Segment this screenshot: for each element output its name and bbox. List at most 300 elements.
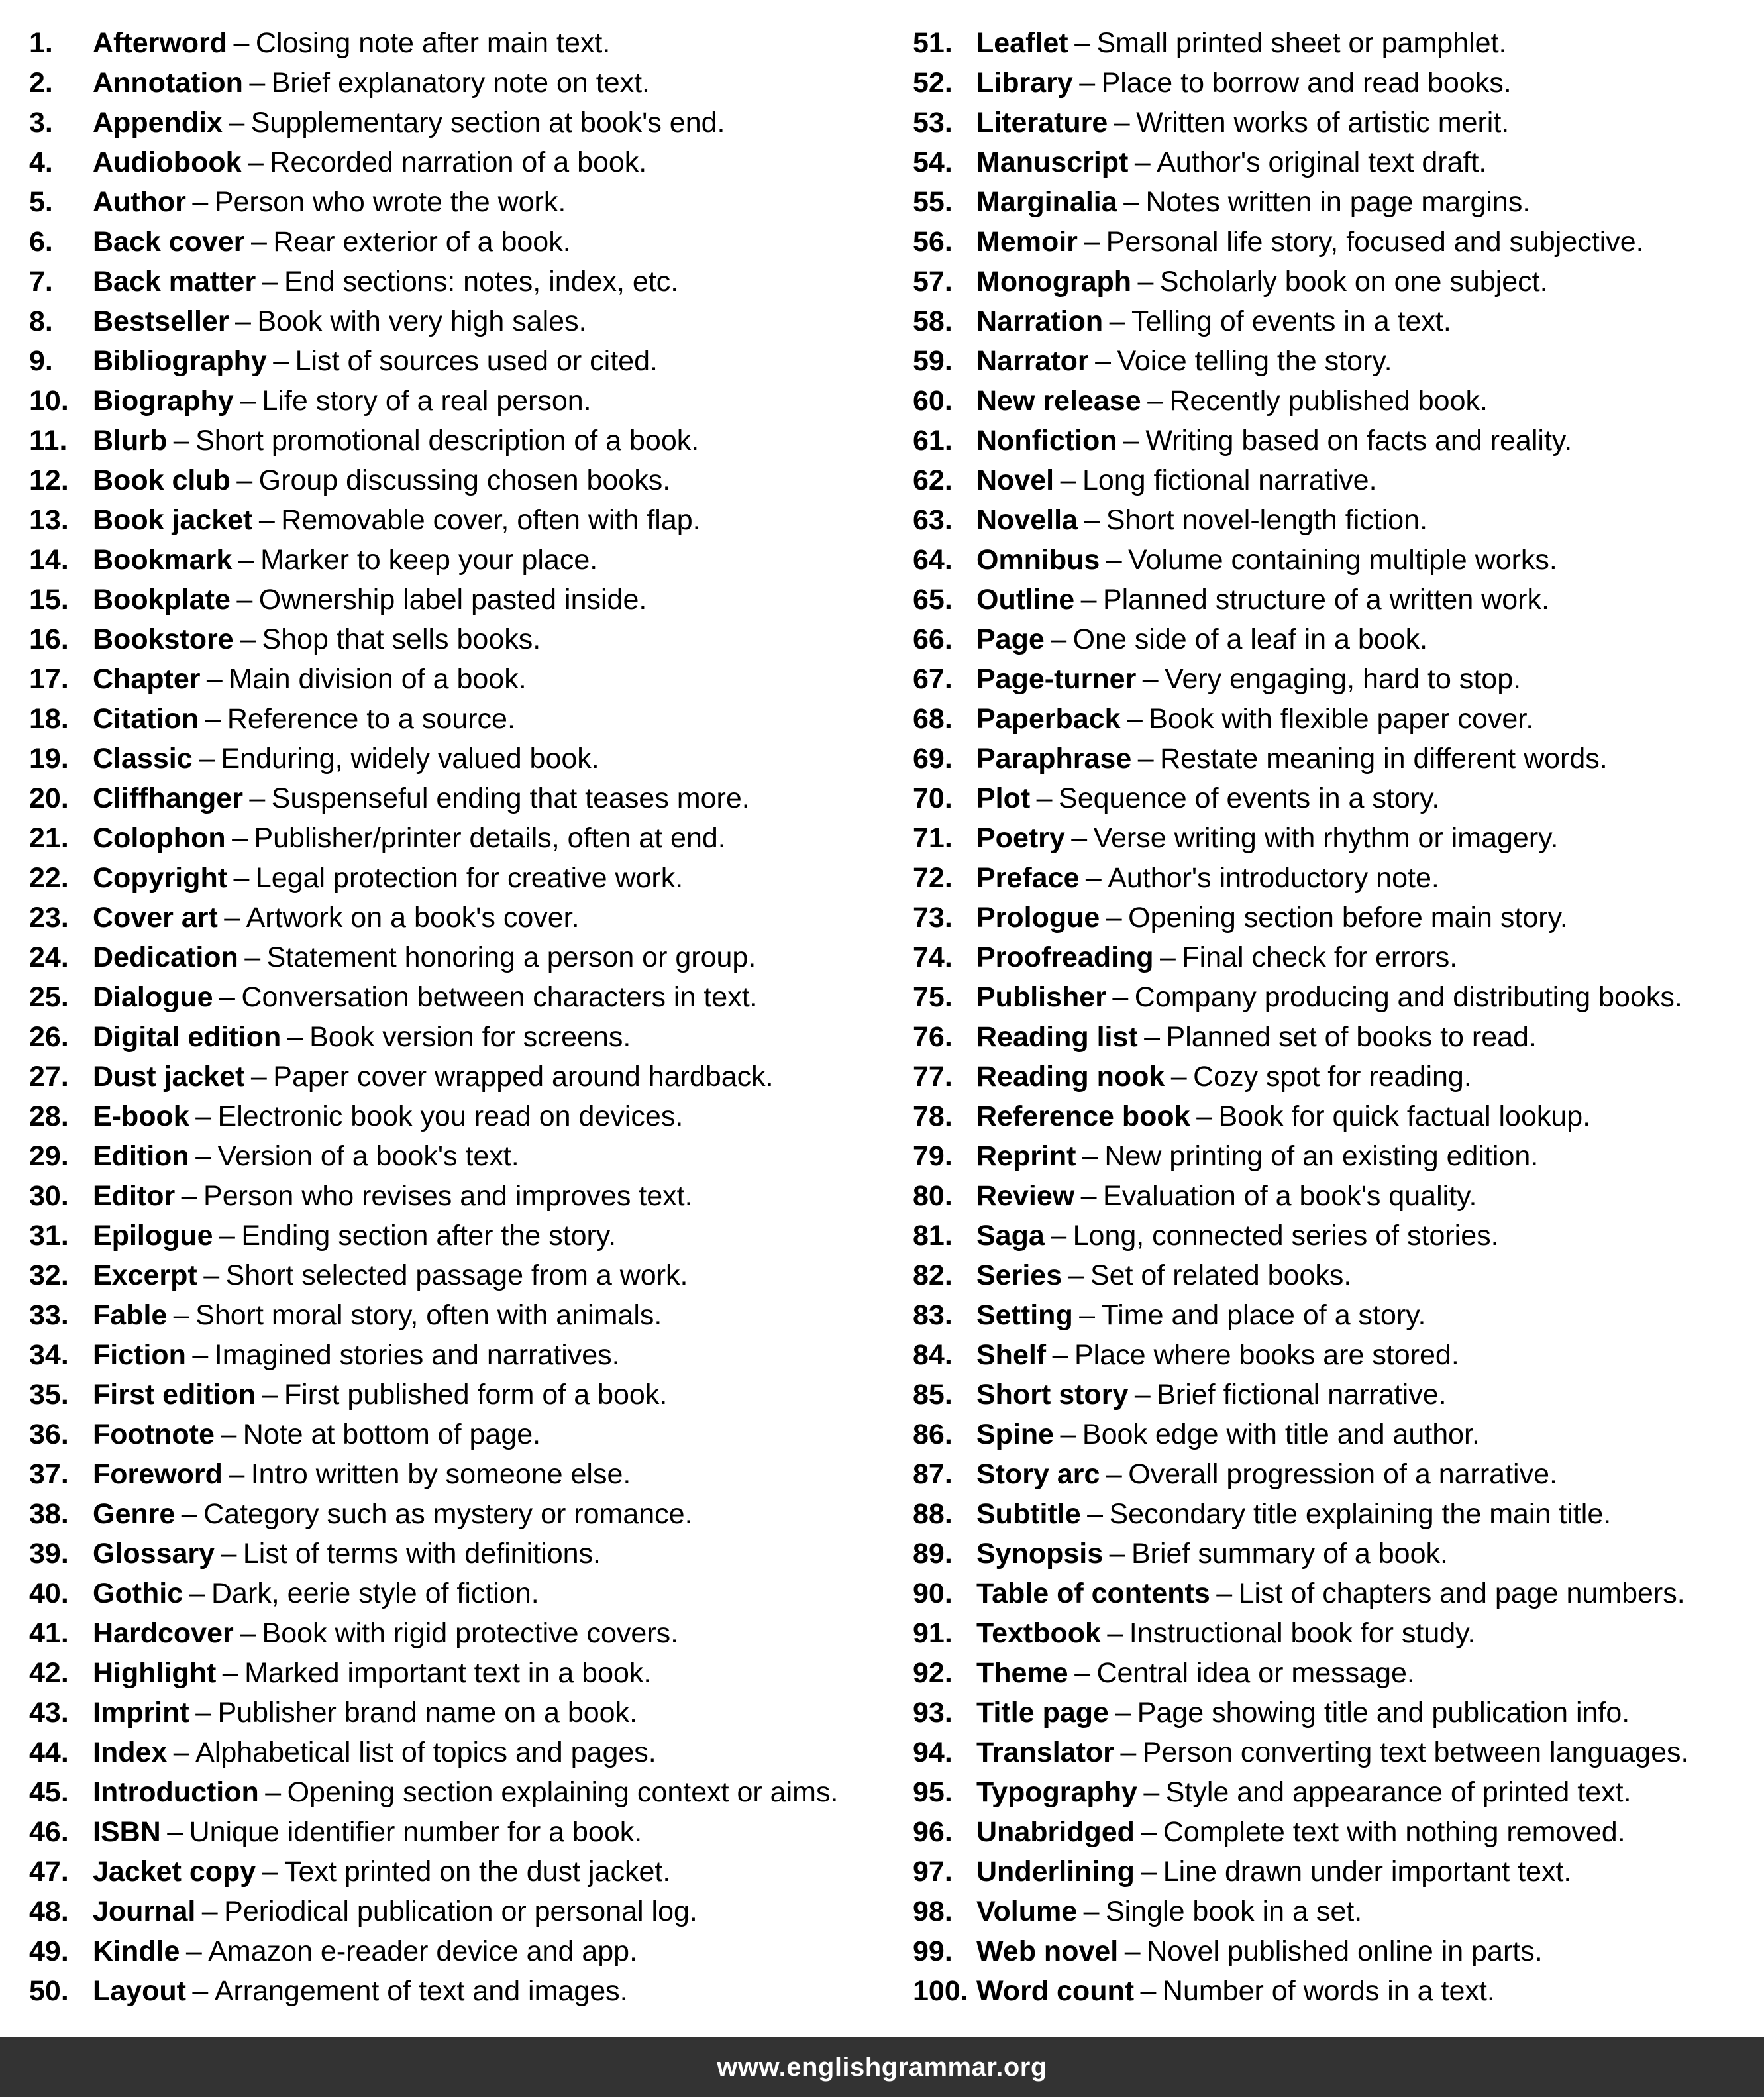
item-number: 93. <box>913 1697 953 1729</box>
list-item <box>29 1097 890 1136</box>
item-number: 20. <box>29 782 69 814</box>
item-definition: Voice telling the story. <box>1117 345 1392 377</box>
list-item <box>913 540 1761 580</box>
item-number: 10. <box>29 385 69 417</box>
item-term: Short story <box>976 1379 1129 1411</box>
list-item <box>913 699 1761 739</box>
item-term: Page-turner <box>976 663 1137 695</box>
item-term: Kindle <box>93 1935 180 1967</box>
list-item <box>29 182 890 222</box>
list-item <box>29 1494 890 1534</box>
item-definition: Dark, eerie style of fiction. <box>211 1578 539 1609</box>
separator-dash: – <box>195 1140 212 1172</box>
item-term: Narrator <box>976 345 1089 377</box>
item-number: 12. <box>29 464 69 496</box>
item-term: Bookmark <box>93 544 233 576</box>
separator-dash: – <box>249 782 266 814</box>
item-term: Reading nook <box>976 1061 1165 1093</box>
item-number: 88. <box>913 1498 953 1530</box>
item-number: 25. <box>29 981 69 1013</box>
list-item <box>29 739 890 779</box>
item-number: 39. <box>29 1538 69 1570</box>
list-item <box>29 1375 890 1415</box>
item-definition: Life story of a real person. <box>262 385 592 417</box>
list-item <box>29 1733 890 1772</box>
separator-dash: – <box>235 305 251 337</box>
item-term: Nonfiction <box>976 425 1117 457</box>
list-item <box>913 1375 1761 1415</box>
item-term: Citation <box>93 703 199 735</box>
item-definition: Person who wrote the work. <box>214 186 566 218</box>
item-definition: Volume containing multiple works. <box>1128 544 1557 576</box>
item-definition: Publisher/printer details, often at end. <box>254 822 726 854</box>
item-number: 46. <box>29 1816 69 1848</box>
list-item <box>913 779 1761 818</box>
item-number: 74. <box>913 941 953 973</box>
list-item <box>913 1256 1761 1295</box>
separator-dash: – <box>219 981 235 1013</box>
item-number: 84. <box>913 1339 953 1371</box>
item-term: Saga <box>976 1220 1045 1252</box>
list-item <box>29 222 890 262</box>
item-definition: Version of a book's text. <box>217 1140 519 1172</box>
item-number: 66. <box>913 623 953 655</box>
separator-dash: – <box>287 1021 303 1053</box>
item-term: Cliffhanger <box>93 782 243 814</box>
item-term: Annotation <box>93 67 243 99</box>
list-item <box>29 619 890 659</box>
item-term: Copyright <box>93 862 228 894</box>
item-definition: Brief explanatory note on text. <box>271 67 650 99</box>
item-definition: Place where books are stored. <box>1074 1339 1459 1371</box>
separator-dash: – <box>167 1816 183 1848</box>
item-number: 42. <box>29 1657 69 1689</box>
item-definition: Recently published book. <box>1169 385 1488 417</box>
item-number: 48. <box>29 1896 69 1927</box>
item-definition: First published form of a book. <box>284 1379 668 1411</box>
item-term: Layout <box>93 1975 186 2007</box>
separator-dash: – <box>1120 1737 1137 1768</box>
list-item <box>913 63 1761 103</box>
item-definition: Sequence of events in a story. <box>1059 782 1440 814</box>
item-definition: Marker to keep your place. <box>260 544 598 576</box>
separator-dash: – <box>240 1617 256 1649</box>
separator-dash: – <box>195 1101 212 1132</box>
item-term: Excerpt <box>93 1260 197 1291</box>
list-item <box>913 460 1761 500</box>
separator-dash: – <box>1123 186 1140 218</box>
item-definition: Style and appearance of printed text. <box>1165 1776 1632 1808</box>
item-definition: Cozy spot for reading. <box>1193 1061 1472 1093</box>
item-number: 94. <box>913 1737 953 1768</box>
item-number: 91. <box>913 1617 953 1649</box>
separator-dash: – <box>1082 1140 1098 1172</box>
list-item <box>913 1852 1761 1892</box>
footer-bar <box>0 2037 1764 2097</box>
item-definition: Brief fictional narrative. <box>1157 1379 1447 1411</box>
item-number: 33. <box>29 1299 69 1331</box>
list-item <box>913 1534 1761 1574</box>
item-term: Colophon <box>93 822 226 854</box>
item-definition: Marked important text in a book. <box>244 1657 652 1689</box>
item-term: Chapter <box>93 663 201 695</box>
separator-dash: – <box>1068 1260 1084 1291</box>
item-term: Epilogue <box>93 1220 213 1252</box>
item-definition: Main division of a book. <box>229 663 527 695</box>
item-number: 40. <box>29 1578 69 1609</box>
item-definition: Personal life story, focused and subjective. <box>1106 226 1644 258</box>
item-definition: Publisher brand name on a book. <box>217 1697 638 1729</box>
item-term: Classic <box>93 743 193 775</box>
list-item <box>29 977 890 1017</box>
item-number: 61. <box>913 425 953 457</box>
list-item <box>913 1693 1761 1733</box>
separator-dash: – <box>1134 1379 1151 1411</box>
separator-dash: – <box>1079 67 1096 99</box>
separator-dash: – <box>1112 981 1129 1013</box>
item-definition: Small printed sheet or pamphlet. <box>1096 27 1507 59</box>
separator-dash: – <box>1124 1935 1141 1967</box>
separator-dash: – <box>1123 425 1139 457</box>
list-item <box>29 938 890 977</box>
item-term: Publisher <box>976 981 1106 1013</box>
item-definition: Periodical publication or personal log. <box>224 1896 698 1927</box>
list-item <box>29 1534 890 1574</box>
separator-dash: – <box>1079 1299 1096 1331</box>
item-definition: Planned set of books to read. <box>1166 1021 1537 1053</box>
left-column <box>29 23 890 2011</box>
item-definition: Restate meaning in different words. <box>1160 743 1608 775</box>
item-definition: Instructional book for study. <box>1129 1617 1476 1649</box>
item-number: 89. <box>913 1538 953 1570</box>
separator-dash: – <box>219 1220 235 1252</box>
item-definition: Book edge with title and author. <box>1082 1419 1480 1450</box>
item-definition: Group discussing chosen books. <box>258 464 671 496</box>
item-definition: Ownership label pasted inside. <box>258 584 647 616</box>
list-item <box>29 779 890 818</box>
item-term: Story arc <box>976 1458 1100 1490</box>
separator-dash: – <box>222 1657 238 1689</box>
list-item <box>913 142 1761 182</box>
item-definition: Note at bottom of page. <box>242 1419 541 1450</box>
item-number: 72. <box>913 862 953 894</box>
list-item <box>913 1613 1761 1653</box>
item-number: 47. <box>29 1856 69 1888</box>
separator-dash: – <box>1095 345 1112 377</box>
item-definition: Category such as mystery or romance. <box>203 1498 693 1530</box>
item-term: Manuscript <box>976 146 1129 178</box>
separator-dash: – <box>1085 862 1102 894</box>
item-definition: Page showing title and publication info. <box>1137 1697 1630 1729</box>
separator-dash: – <box>229 1458 245 1490</box>
item-number: 82. <box>913 1260 953 1291</box>
item-number: 85. <box>913 1379 953 1411</box>
item-term: Subtitle <box>976 1498 1081 1530</box>
separator-dash: – <box>195 1697 212 1729</box>
item-definition: Writing based on facts and reality. <box>1145 425 1573 457</box>
item-term: Afterword <box>93 27 228 59</box>
item-definition: Opening section before main story. <box>1128 902 1568 934</box>
list-item <box>29 1176 890 1216</box>
list-item <box>913 341 1761 381</box>
separator-dash: – <box>203 1260 220 1291</box>
item-term: Novella <box>976 504 1078 536</box>
item-definition: Scholarly book on one subject. <box>1159 266 1548 297</box>
item-number: 58. <box>913 305 953 337</box>
list-item <box>913 421 1761 460</box>
separator-dash: – <box>173 1299 189 1331</box>
item-definition: Author's introductory note. <box>1108 862 1439 894</box>
item-term: Footnote <box>93 1419 215 1450</box>
item-number: 64. <box>913 544 953 576</box>
item-number: 97. <box>913 1856 953 1888</box>
footer-url: www.englishgrammar.org <box>717 2052 1047 2082</box>
list-item <box>913 381 1761 421</box>
item-term: Monograph <box>976 266 1132 297</box>
item-definition: Legal protection for creative work. <box>255 862 684 894</box>
separator-dash: – <box>1060 464 1076 496</box>
item-term: Bibliography <box>93 345 267 377</box>
item-definition: Paper cover wrapped around hardback. <box>273 1061 774 1093</box>
item-term: Setting <box>976 1299 1073 1331</box>
item-number: 52. <box>913 67 953 99</box>
item-number: 55. <box>913 186 953 218</box>
item-definition: Notes written in page margins. <box>1145 186 1531 218</box>
list-item <box>913 301 1761 341</box>
list-item <box>29 898 890 938</box>
item-number: 56. <box>913 226 953 258</box>
separator-dash: – <box>1084 504 1100 536</box>
item-term: Preface <box>976 862 1080 894</box>
item-definition: Amazon e-reader device and app. <box>208 1935 638 1967</box>
separator-dash: – <box>1196 1101 1212 1132</box>
item-number: 14. <box>29 544 69 576</box>
list-item <box>29 1574 890 1613</box>
list-item <box>29 1295 890 1335</box>
separator-dash: – <box>1051 1220 1067 1252</box>
item-definition: Statement honoring a person or group. <box>266 941 756 973</box>
item-definition: One side of a leaf in a book. <box>1072 623 1428 655</box>
list-item <box>913 103 1761 142</box>
list-item <box>29 580 890 619</box>
item-number: 44. <box>29 1737 69 1768</box>
item-number: 62. <box>913 464 953 496</box>
item-term: Blurb <box>93 425 168 457</box>
list-item <box>913 182 1761 222</box>
item-definition: Company producing and distributing books. <box>1134 981 1683 1013</box>
separator-dash: – <box>1074 1657 1090 1689</box>
item-definition: Complete text with nothing removed. <box>1163 1816 1626 1848</box>
separator-dash: – <box>262 1856 278 1888</box>
list-item <box>913 1971 1761 2011</box>
item-term: Marginalia <box>976 186 1117 218</box>
item-definition: Text printed on the dust jacket. <box>284 1856 671 1888</box>
separator-dash: – <box>1114 107 1130 138</box>
item-definition: Enduring, widely valued book. <box>221 743 599 775</box>
item-term: Genre <box>93 1498 176 1530</box>
item-number: 5. <box>29 186 53 218</box>
list-item <box>29 301 890 341</box>
item-number: 1. <box>29 27 53 59</box>
item-number: 53. <box>913 107 953 138</box>
item-term: Textbook <box>976 1617 1101 1649</box>
item-definition: Supplementary section at book's end. <box>250 107 725 138</box>
separator-dash: – <box>265 1776 282 1808</box>
item-term: Editor <box>93 1180 176 1212</box>
separator-dash: – <box>1109 1538 1125 1570</box>
item-term: Synopsis <box>976 1538 1104 1570</box>
list-item <box>913 500 1761 540</box>
item-term: Introduction <box>93 1776 259 1808</box>
separator-dash: – <box>1084 226 1100 258</box>
separator-dash: – <box>1134 146 1151 178</box>
item-number: 17. <box>29 663 69 695</box>
separator-dash: – <box>258 504 275 536</box>
item-term: Unabridged <box>976 1816 1135 1848</box>
item-term: Paraphrase <box>976 743 1132 775</box>
list-item <box>29 1057 890 1097</box>
item-term: Highlight <box>93 1657 217 1689</box>
list-item <box>29 341 890 381</box>
item-number: 69. <box>913 743 953 775</box>
separator-dash: – <box>189 1578 205 1609</box>
separator-dash: – <box>1080 1180 1097 1212</box>
item-number: 71. <box>913 822 953 854</box>
item-number: 68. <box>913 703 953 735</box>
item-definition: Single book in a set. <box>1105 1896 1363 1927</box>
item-number: 24. <box>29 941 69 973</box>
list-item <box>913 938 1761 977</box>
item-definition: Shop that sells books. <box>262 623 541 655</box>
item-term: First edition <box>93 1379 256 1411</box>
item-definition: Electronic book you read on devices. <box>217 1101 684 1132</box>
list-item <box>29 1136 890 1176</box>
item-term: Volume <box>976 1896 1078 1927</box>
list-item <box>913 262 1761 301</box>
item-definition: Evaluation of a book's quality. <box>1103 1180 1477 1212</box>
item-number: 43. <box>29 1697 69 1729</box>
separator-dash: – <box>1106 902 1122 934</box>
item-number: 50. <box>29 1975 69 2007</box>
separator-dash: – <box>236 464 253 496</box>
item-term: Index <box>93 1737 168 1768</box>
item-term: Hardcover <box>93 1617 234 1649</box>
right-column <box>913 23 1761 2011</box>
item-number: 28. <box>29 1101 69 1132</box>
item-number: 57. <box>913 266 953 297</box>
list-item <box>913 1216 1761 1256</box>
separator-dash: – <box>1071 822 1088 854</box>
separator-dash: – <box>1141 1816 1157 1848</box>
separator-dash: – <box>1140 1975 1157 2007</box>
list-item <box>913 1772 1761 1812</box>
separator-dash: – <box>173 425 189 457</box>
list-item <box>29 1693 890 1733</box>
item-definition: Overall progression of a narrative. <box>1128 1458 1557 1490</box>
item-number: 95. <box>913 1776 953 1808</box>
separator-dash: – <box>192 186 209 218</box>
item-number: 19. <box>29 743 69 775</box>
item-definition: Conversation between characters in text. <box>241 981 758 1013</box>
separator-dash: – <box>199 743 215 775</box>
item-term: Glossary <box>93 1538 215 1570</box>
list-item <box>29 1892 890 1931</box>
separator-dash: – <box>1074 27 1090 59</box>
item-definition: Written works of artistic merit. <box>1136 107 1510 138</box>
item-term: Edition <box>93 1140 189 1172</box>
item-number: 87. <box>913 1458 953 1490</box>
item-number: 54. <box>913 146 953 178</box>
item-number: 73. <box>913 902 953 934</box>
item-term: Reprint <box>976 1140 1076 1172</box>
separator-dash: – <box>1107 1617 1123 1649</box>
item-definition: Opening section explaining context or aims. <box>287 1776 839 1808</box>
item-number: 29. <box>29 1140 69 1172</box>
item-number: 22. <box>29 862 69 894</box>
item-number: 36. <box>29 1419 69 1450</box>
list-item <box>913 1057 1761 1097</box>
item-definition: Short selected passage from a work. <box>225 1260 688 1291</box>
list-item <box>29 699 890 739</box>
separator-dash: – <box>1137 266 1154 297</box>
list-item <box>913 818 1761 858</box>
item-definition: Ending section after the story. <box>241 1220 617 1252</box>
item-definition: Place to borrow and read books. <box>1101 67 1512 99</box>
item-term: Narration <box>976 305 1104 337</box>
separator-dash: – <box>1141 1856 1157 1888</box>
list-item <box>913 1574 1761 1613</box>
item-number: 45. <box>29 1776 69 1808</box>
item-definition: Set of related books. <box>1090 1260 1352 1291</box>
item-term: Series <box>976 1260 1063 1291</box>
item-term: Shelf <box>976 1339 1047 1371</box>
item-term: Novel <box>976 464 1055 496</box>
item-term: Translator <box>976 1737 1114 1768</box>
item-term: Cover art <box>93 902 218 934</box>
item-definition: Suspenseful ending that teases more. <box>271 782 750 814</box>
item-number: 90. <box>913 1578 953 1609</box>
item-number: 18. <box>29 703 69 735</box>
separator-dash: – <box>229 107 245 138</box>
item-term: Web novel <box>976 1935 1119 1967</box>
item-term: Memoir <box>976 226 1078 258</box>
list-item <box>913 1454 1761 1494</box>
item-definition: Short novel-length fiction. <box>1106 504 1428 536</box>
item-number: 13. <box>29 504 69 536</box>
list-item <box>29 540 890 580</box>
item-term: Book club <box>93 464 231 496</box>
item-definition: Imagined stories and narratives. <box>214 1339 620 1371</box>
item-number: 79. <box>913 1140 953 1172</box>
item-definition: Rear exterior of a book. <box>273 226 571 258</box>
item-number: 15. <box>29 584 69 616</box>
separator-dash: – <box>240 385 256 417</box>
separator-dash: – <box>273 345 289 377</box>
item-term: Theme <box>976 1657 1068 1689</box>
item-term: Underlining <box>976 1856 1135 1888</box>
item-term: Jacket copy <box>93 1856 256 1888</box>
item-number: 30. <box>29 1180 69 1212</box>
item-term: Dedication <box>93 941 238 973</box>
separator-dash: – <box>1036 782 1053 814</box>
item-term: Dialogue <box>93 981 213 1013</box>
separator-dash: – <box>221 1538 237 1570</box>
item-definition: Artwork on a book's cover. <box>246 902 580 934</box>
list-item <box>913 1136 1761 1176</box>
item-term: E-book <box>93 1101 189 1132</box>
list-item <box>913 659 1761 699</box>
separator-dash: – <box>262 1379 278 1411</box>
